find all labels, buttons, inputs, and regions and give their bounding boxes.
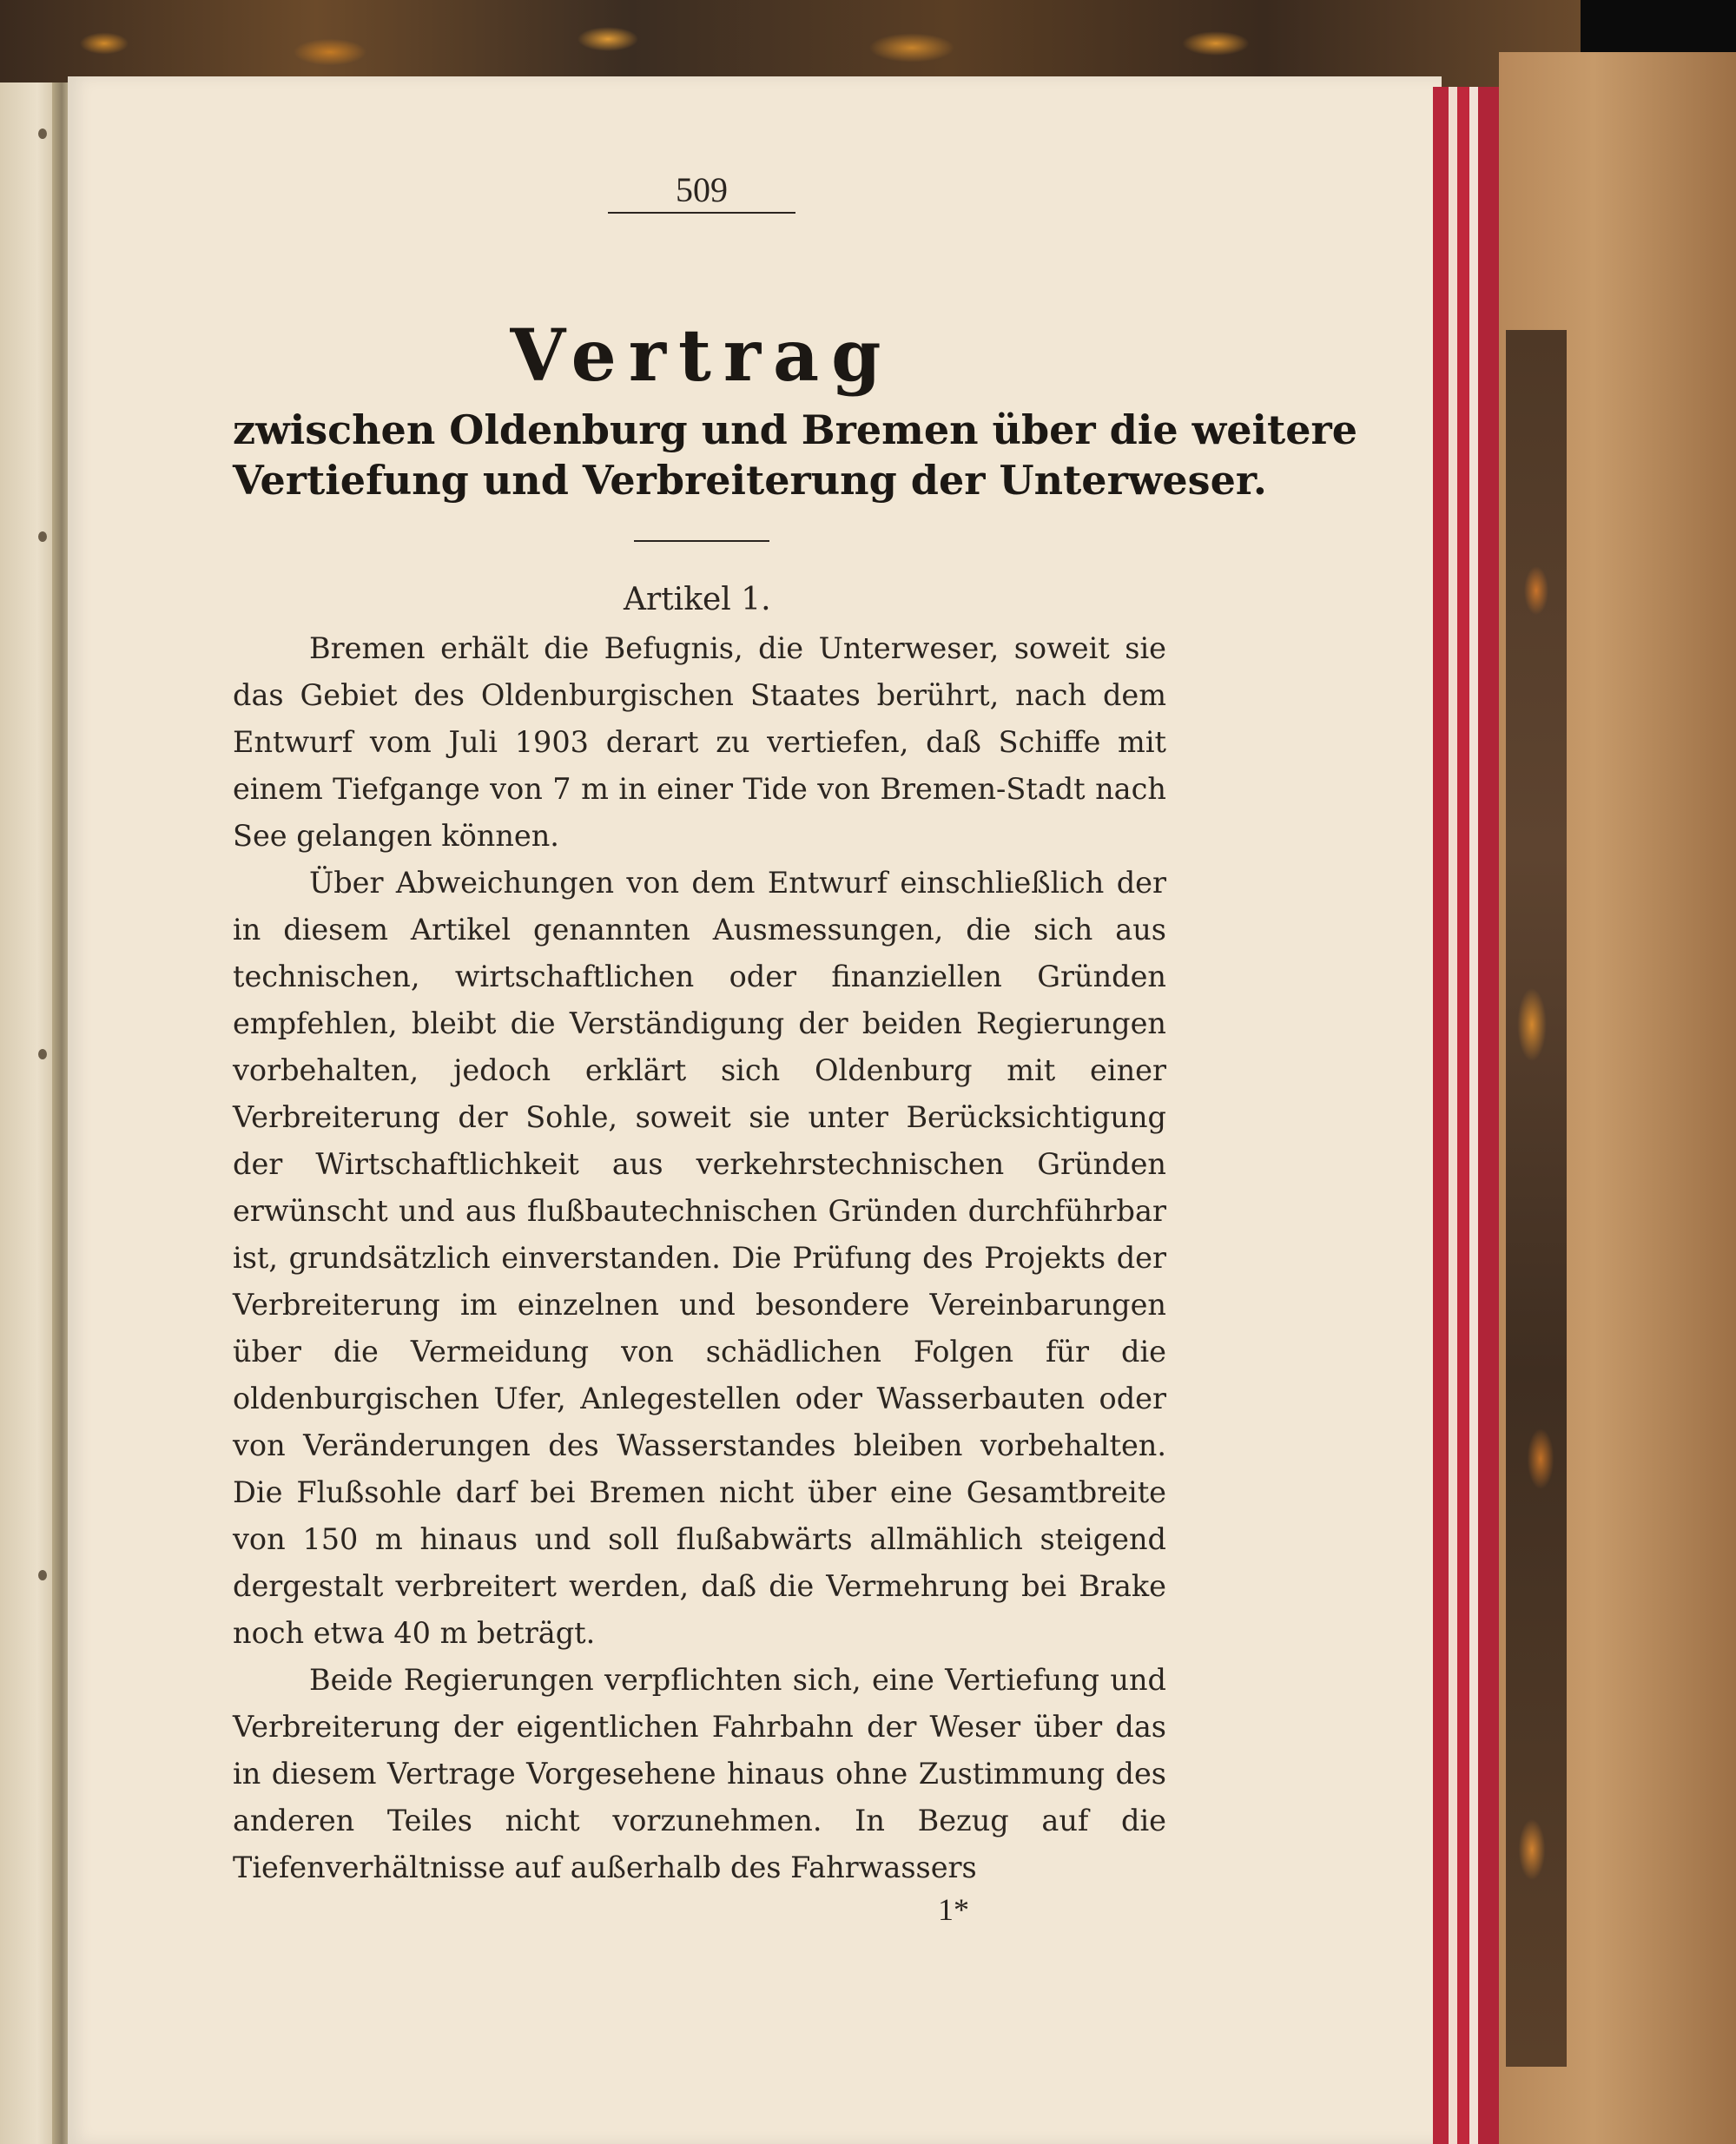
document-title: Vertrag	[510, 314, 894, 398]
sheet-signature-mark: 1*	[938, 1892, 969, 1927]
paragraph: Über Abweichungen von dem Entwurf einschließlich der in diesem Artikel genannten Ausmessungen, die sich aus technischen, wirtschaftlichen oder finanziellen Gründen empfehlen, bleibt die Verständigung der beiden Regierungen vorbehalten, jedoch erklärt sich Oldenburg mit einer Verbreiterung der Sohle, soweit sie unter Berücksichtigung der Wirtschaftlichkeit aus verkehrstechnischen Gründen erwünscht und aus flußbautechnischen Gründen durchführbar ist, grundsätzlich einverstanden. Die Prüfung des Projekts der Verbreiterung im einzelnen und besondere Vereinbarungen über die Vermeidung von schädlichen Folgen für die oldenburgischen Ufer, Anlegestellen oder Wasserbauten oder von Veränderungen des Wasserstandes bleiben vorbehalten. Die Flußsohle darf bei Bremen nicht über eine Gesamtbreite von 150 m hinaus und soll flußabwärts allmählich steigend dergestalt verbreitert werden, daß die Vermehrung bei Brake noch etwa 40 m beträgt.	[233, 866, 1166, 1650]
document-subtitle-line2: Vertiefung und Verbreiterung der Unterweser.	[233, 457, 1267, 504]
article-body	[233, 625, 1166, 1891]
document-subtitle-line1: zwischen Oldenburg und Bremen über die weitere	[233, 406, 1357, 453]
paragraph: Bremen erhält die Befugnis, die Unterweser, soweit sie das Gebiet des Oldenburgischen Staates berührt, nach dem Entwurf vom Juli 1903 derart zu vertiefen, daß Schiffe mit einem Tiefgange von 7 m in einer Tide von Bremen-Stadt nach See gelangen können.	[233, 631, 1166, 853]
title-divider	[634, 540, 769, 542]
article-heading: Artikel 1.	[624, 582, 771, 617]
page-number-rule	[608, 212, 795, 214]
page-number: 509	[676, 170, 728, 209]
paragraph: Beide Regierungen verpflichten sich, eine Vertiefung und Verbreiterung der eigentlichen Fahrbahn der Weser über das in diesem Vertrage Vorgesehene hinaus ohne Zustimmung des anderen Teiles nicht vorzunehmen. In Bezug auf die Tiefenverhältnisse auf außerhalb des Fahrwassers	[233, 1663, 1166, 1884]
